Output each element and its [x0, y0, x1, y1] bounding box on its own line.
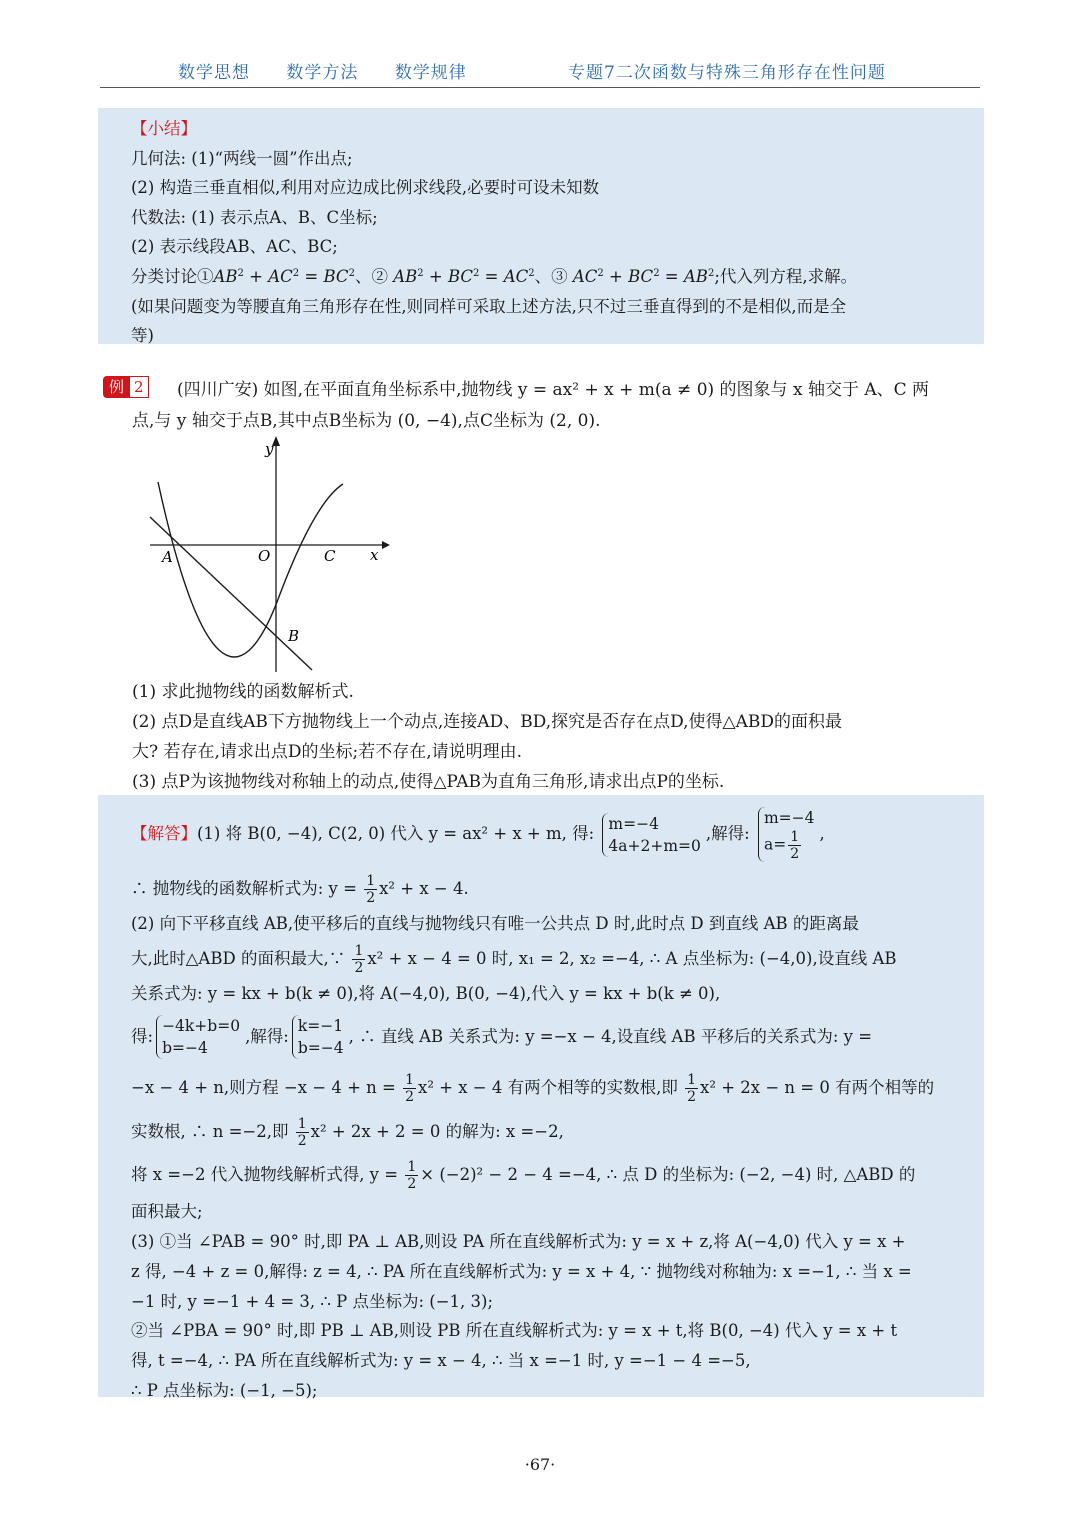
- solution-1b: ,解得:: [705, 824, 750, 843]
- solution-4b: x² + x − 4 = 0 时, x₁ = 2, x₂ =−4, ∴ A 点坐标为: (−4,0),设直线 AB: [367, 948, 897, 968]
- solution-tag: 【解答】: [131, 824, 197, 843]
- frac-den: 2: [297, 1132, 307, 1149]
- summary-line-4: (2) 表示线段AB、AC、BC;: [131, 237, 338, 257]
- frac-num: 1: [366, 873, 376, 889]
- frac-den: 2: [790, 846, 800, 862]
- example-badge-word: 例: [103, 376, 129, 398]
- solution-6a: 得:: [131, 1026, 154, 1046]
- solution-line-6: [131, 1009, 976, 1065]
- frac-num: 1: [354, 942, 364, 959]
- solution-line-8: [131, 1111, 976, 1153]
- solution-4a: 大,此时△ABD 的面积最大,∵: [131, 948, 346, 968]
- solution-7b: x² + x − 4 有两个相等的实数根,即: [418, 1077, 678, 1097]
- parabola-curve: [158, 482, 343, 657]
- system-3: [156, 1015, 242, 1059]
- frac-num: 1: [407, 1158, 417, 1175]
- summary-line-5-suffix: 代入列方程,求解。: [719, 266, 858, 286]
- header-topic-3: 数学规律: [394, 63, 467, 83]
- x-axis-arrow: [382, 541, 390, 549]
- header-title: 专题7二次函数与特殊三角形存在性问题: [568, 63, 886, 83]
- system-3-row-1: −4k+b=0: [162, 1017, 241, 1036]
- solution-9b: × (−2)² − 2 − 4 =−4, ∴ 点 D 的坐标为: (−2, −4) 时, △ABD 的: [420, 1164, 916, 1184]
- solution-line-2: [131, 869, 976, 909]
- label-a: A: [162, 548, 173, 566]
- summary-line-5: 分类讨论$①AB^2 + AC^2 = BC^2$、② $AB^2 + BC^2 = AC^2$、③ $AC^2 + BC^2 = AB^2$;代入列方程,求解。: [131, 266, 858, 286]
- summary-box: [98, 108, 984, 344]
- summary-tag: 【小结】: [131, 119, 197, 138]
- system-2-row-2: [764, 829, 815, 862]
- header-topic-2: 数学方法: [286, 63, 359, 83]
- example-line-2: 点,与 y 轴交于点B,其中点B坐标为 (0, −4),点C坐标为 (2, 0).: [132, 411, 601, 431]
- question-2b: 大? 若存在,请求出点D的坐标;若不存在,请说明理由.: [132, 742, 523, 762]
- page-number: ·67·: [524, 1455, 556, 1474]
- summary-line-6: (如果问题变为等腰直角三角形存在性,则同样可采取上述方法,只不过三垂直得到的不是相似,而是全: [131, 296, 847, 316]
- frac-num: 1: [790, 829, 800, 845]
- solution-line-12: z 得, −4 + z = 0,解得: z = 4, ∴ PA 所在直线解析式为: y = x + 4, ∵ 抛物线对称轴为: x =−1, ∴ 当 x =: [131, 1261, 912, 1281]
- frac-num: 1: [405, 1071, 415, 1088]
- question-3: (3) 点P为该抛物线对称轴上的动点,使得△PAB为直角三角形,请求出点P的坐标.: [132, 772, 725, 792]
- frac-den: 2: [366, 890, 376, 906]
- system-2: [758, 807, 817, 862]
- solution-line-10: 面积最大;: [131, 1201, 203, 1221]
- label-origin: O: [258, 547, 271, 565]
- system-2-row-1: m=−4: [763, 809, 815, 827]
- frac-den: 2: [687, 1088, 697, 1105]
- question-1: (1) 求此抛物线的函数解析式.: [132, 682, 354, 702]
- frac-num: 1: [687, 1071, 697, 1088]
- solution-box: [98, 795, 984, 1401]
- system-1: [602, 813, 703, 857]
- header-divider: [100, 87, 980, 88]
- example-statement: [132, 375, 982, 437]
- summary-line-7: 等): [131, 326, 154, 346]
- solution-1a: (1) 将 B(0, −4), C(2, 0) 代入 y = ax² + x + m, 得:: [197, 824, 595, 843]
- solution-2b: x² + x − 4.: [379, 879, 469, 898]
- summary-line-2: (2) 构造三垂直相似,利用对应边成比例求线段,必要时可设未知数: [131, 178, 600, 198]
- solution-line-3: (2) 向下平移直线 AB,使平移后的直线与抛物线只有唯一公共点 D 时,此时点 D 到直线 AB 的距离最: [131, 914, 859, 933]
- solution-line-16: ∴ P 点坐标为: (−1, −5);: [131, 1381, 318, 1401]
- frac-den: 2: [405, 1088, 415, 1105]
- solution-8b: x² + 2x + 2 = 0 的解为: x =−2,: [310, 1121, 564, 1141]
- label-b: B: [288, 627, 300, 645]
- solution-line-14: ②当 ∠PBA = 90° 时,即 PB ⊥ AB,则设 PB 所在直线解析式为: y = x + t,将 B(0, −4) 代入 y = x + t: [131, 1321, 898, 1341]
- solution-line-11: (3) ①当 ∠PAB = 90° 时,即 PA ⊥ AB,则设 PA 所在直线解析式为: y = x + z,将 A(−4,0) 代入 y = x +: [131, 1231, 906, 1251]
- frac-num: 1: [297, 1115, 307, 1132]
- solution-line-4: [131, 939, 976, 979]
- solution-9a: 将 x =−2 代入抛物线解析式得, y =: [131, 1164, 399, 1184]
- line-ab: [150, 517, 312, 670]
- parabola-graph: [140, 432, 390, 677]
- solution-8a: 实数根, ∴ n =−2,即: [131, 1121, 289, 1141]
- system-4: [292, 1015, 346, 1059]
- frac-den: 2: [407, 1175, 417, 1192]
- solution-7c: x² + 2x − n = 0 有两个相等的: [700, 1077, 935, 1097]
- system-4-row-2: b=−4: [297, 1039, 344, 1058]
- label-x: x: [370, 546, 379, 564]
- system-4-row-1: k=−1: [297, 1017, 344, 1036]
- solution-line-1: [131, 799, 976, 869]
- summary-line-3: 代数法: (1) 表示点A、B、C坐标;: [131, 207, 378, 227]
- solution-6b: ,解得:: [245, 1026, 289, 1046]
- solution-1c: ,: [819, 824, 825, 843]
- questions: [132, 677, 982, 797]
- label-c: C: [324, 547, 336, 565]
- system-1-row-2: 4a+2+m=0: [608, 836, 701, 855]
- system-1-row-1: m=−4: [608, 814, 659, 833]
- header-topics: [178, 58, 497, 84]
- solution-line-7: [131, 1065, 976, 1111]
- system-2-a: a=: [763, 835, 787, 854]
- summary-line-1: 几何法: (1)“两线一圆”作出点;: [131, 148, 353, 168]
- question-2a: (2) 点D是直线AB下方抛物线上一个动点,连接AD、BD,探究是否存在点D,使得△ABD的面积最: [132, 712, 843, 732]
- example-badge-number: 2: [129, 376, 149, 398]
- solution-6c: , ∴ 直线 AB 关系式为: y =−x − 4,设直线 AB 平移后的关系式为: y =: [348, 1026, 873, 1046]
- label-y: y: [265, 440, 274, 458]
- frac-den: 2: [354, 959, 364, 976]
- solution-line-15: 得, t =−4, ∴ PA 所在直线解析式为: y = x − 4, ∴ 当 x =−1 时, y =−1 − 4 =−5,: [131, 1351, 751, 1371]
- summary-line-5-prefix: 分类讨论①: [131, 266, 214, 286]
- example-line-1: (四川广安) 如图,在平面直角坐标系中,抛物线 y = ax² + x + m(a ≠ 0) 的图象与 x 轴交于 A、C 两: [177, 380, 930, 400]
- solution-line-5: 关系式为: y = kx + b(k ≠ 0),将 A(−4,0), B(0, −4),代入 y = kx + b(k ≠ 0),: [131, 983, 721, 1003]
- solution-2a: ∴ 抛物线的函数解析式为: y =: [131, 879, 357, 898]
- solution-line-13: −1 时, y =−1 + 4 = 3, ∴ P 点坐标为: (−1, 3);: [131, 1291, 494, 1311]
- solution-line-9: [131, 1153, 976, 1197]
- header-topic-1: 数学思想: [178, 63, 250, 83]
- system-3-row-2: b=−4: [162, 1039, 208, 1058]
- solution-7a: −x − 4 + n,则方程 −x − 4 + n =: [131, 1077, 396, 1097]
